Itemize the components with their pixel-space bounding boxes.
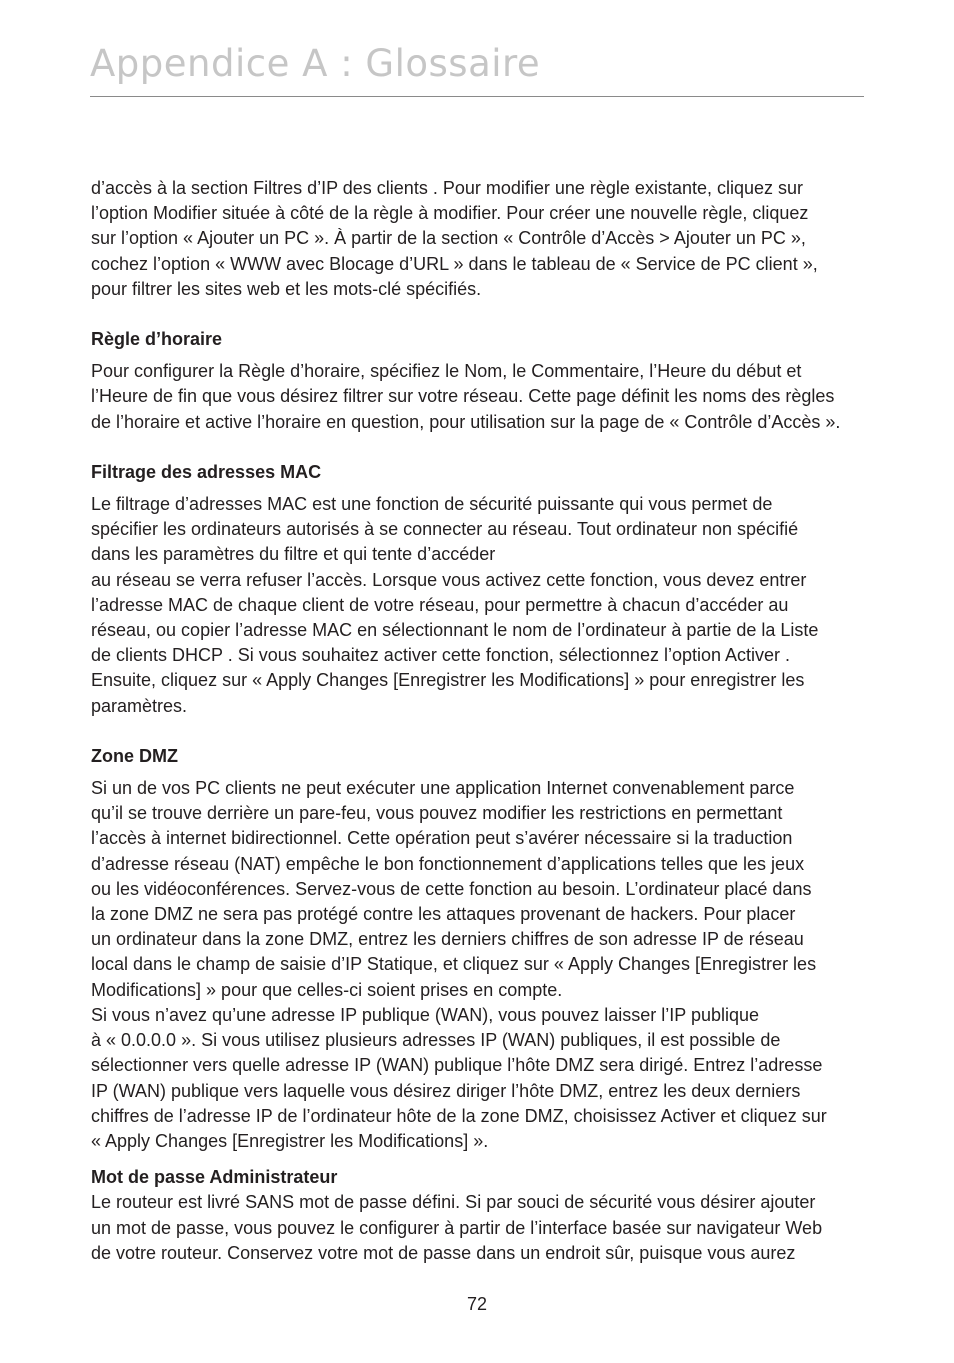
text-line: à « 0.0.0.0 ». Si vous utilisez plusieurs adresses IP (WAN) publiques, il est possible de — [91, 1030, 781, 1051]
text-line: de l’horaire et active l’horaire en question, pour utilisation sur la page de « Contrôle d’Accès ». — [91, 411, 841, 432]
text-line: un ordinateur dans la zone DMZ, entrez les derniers chiffres de son adresse IP de réseau — [91, 929, 804, 950]
text-line: d’adresse réseau (NAT) empêche le bon fonctionnement d’applications telles que les jeux — [91, 853, 805, 874]
mac-paragraph — [91, 492, 903, 719]
spacer — [91, 352, 903, 359]
spacer — [91, 302, 903, 327]
text-line: spécifier les ordinateurs autorisés à se connecter au réseau. Tout ordinateur non spécifié — [91, 519, 799, 540]
spacer — [91, 1154, 903, 1165]
text-line: ou les vidéoconférences. Servez-vous de cette fonction au besoin. L’ordinateur placé dans — [91, 878, 812, 899]
spacer — [91, 769, 903, 776]
text-line: l’accès à internet bidirectionnel. Cette opération peut s’avérer nécessaire si la traduction — [91, 828, 793, 849]
intro-paragraph — [91, 176, 903, 302]
text-line: local dans le champ de saisie d’IP Statique, et cliquez sur « Apply Changes [Enregistrer les — [91, 954, 817, 975]
text-line: Ensuite, cliquez sur « Apply Changes [Enregistrer les Modifications] » pour enregistrer les — [91, 670, 805, 691]
page-content — [91, 176, 903, 1266]
header-divider — [90, 96, 864, 97]
text-line: d’accès à la section Filtres d’IP des clients . Pour modifier une règle existante, cliquez sur — [91, 178, 804, 198]
page-number: 72 — [466, 1294, 488, 1314]
text-line: sélectionner vers quelle adresse IP (WAN) publique l’hôte DMZ sera dirigé. Entrez l’adresse — [91, 1055, 823, 1076]
text-line: IP (WAN) publique vers laquelle vous désirez diriger l’hôte DMZ, entrez les deux derniers — [91, 1080, 801, 1101]
spacer — [91, 435, 903, 460]
spacer — [91, 485, 903, 492]
section-heading-mac: Filtrage des adresses MAC — [91, 461, 322, 482]
text-line: Si un de vos PC clients ne peut exécuter une application Internet convenablement parce — [91, 778, 795, 799]
text-line: Le filtrage d’adresses MAC est une fonction de sécurité puissante qui vous permet de — [91, 494, 773, 515]
text-line: l’Heure de fin que vous désirez filtrer sur votre réseau. Cette page définit les noms des règles — [91, 386, 835, 407]
text-line: qu’il se trouve derrière un pare-feu, vous pouvez modifier les restrictions en permettant — [91, 803, 783, 824]
text-line: Pour configurer la Règle d’horaire, spécifiez le Nom, le Commentaire, l’Heure du début et — [91, 361, 802, 382]
text-line: « Apply Changes [Enregistrer les Modifications] ». — [91, 1130, 489, 1151]
section-heading-dmz: Zone DMZ — [91, 745, 178, 766]
text-line: dans les paramètres du filtre et qui tente d’accéder — [91, 544, 496, 565]
text-line: un mot de passe, vous pouvez le configurer à partir de l’interface basée sur navigateur Web — [91, 1217, 823, 1238]
section-heading-schedule: Règle d’horaire — [91, 329, 223, 350]
text-line: l’adresse MAC de chaque client de votre réseau, pour permettre à chacun d’accéder au — [91, 594, 789, 615]
text-line: de votre routeur. Conservez votre mot de passe dans un endroit sûr, puisque vous aurez — [91, 1242, 796, 1263]
text-line: de clients DHCP . Si vous souhaitez activer cette fonction, sélectionnez l’option Activer . — [91, 645, 791, 666]
text-line: chiffres de l’adresse IP de l’ordinateur hôte de la zone DMZ, choisissez Activer et cliquez sur — [91, 1105, 827, 1126]
text-line: cochez l’option « WWW avec Blocage d’URL » dans le tableau de « Service de PC client », — [91, 253, 818, 274]
text-line: sur l’option « Ajouter un PC ». À partir de la section « Contrôle d’Accès > Ajouter un PC », — [91, 228, 806, 249]
text-line: Modifications] » pour que celles-ci soient prises en compte. — [91, 979, 563, 1000]
page-header-title: Appendice A : Glossaire — [90, 42, 541, 85]
schedule-paragraph — [91, 359, 903, 435]
text-line: réseau, ou copier l’adresse MAC en sélectionnant le nom de l’ordinateur à partie de la Liste — [91, 620, 819, 641]
text-line: paramètres. — [91, 695, 188, 716]
dmz-paragraph — [91, 776, 903, 1154]
text-line: pour filtrer les sites web et les mots-clé spécifiés. — [91, 278, 482, 299]
text-line: l’option Modifier située à côté de la règle à modifier. Pour créer une nouvelle règle, cliquez — [91, 203, 809, 224]
section-heading-admin-password: Mot de passe Administrateur — [91, 1167, 338, 1188]
text-line: Si vous n’avez qu’une adresse IP publique (WAN), vous pouvez laisser l’IP publique — [91, 1004, 760, 1025]
spacer — [91, 719, 903, 744]
text-line: Le routeur est livré SANS mot de passe défini. Si par souci de sécurité vous désirer ajouter — [91, 1192, 816, 1213]
admin-paragraph — [91, 1190, 903, 1266]
text-line: la zone DMZ ne sera pas protégé contre les attaques provenant de hackers. Pour placer — [91, 904, 796, 925]
text-line: au réseau se verra refuser l’accès. Lorsque vous activez cette fonction, vous devez entrer — [91, 569, 807, 590]
